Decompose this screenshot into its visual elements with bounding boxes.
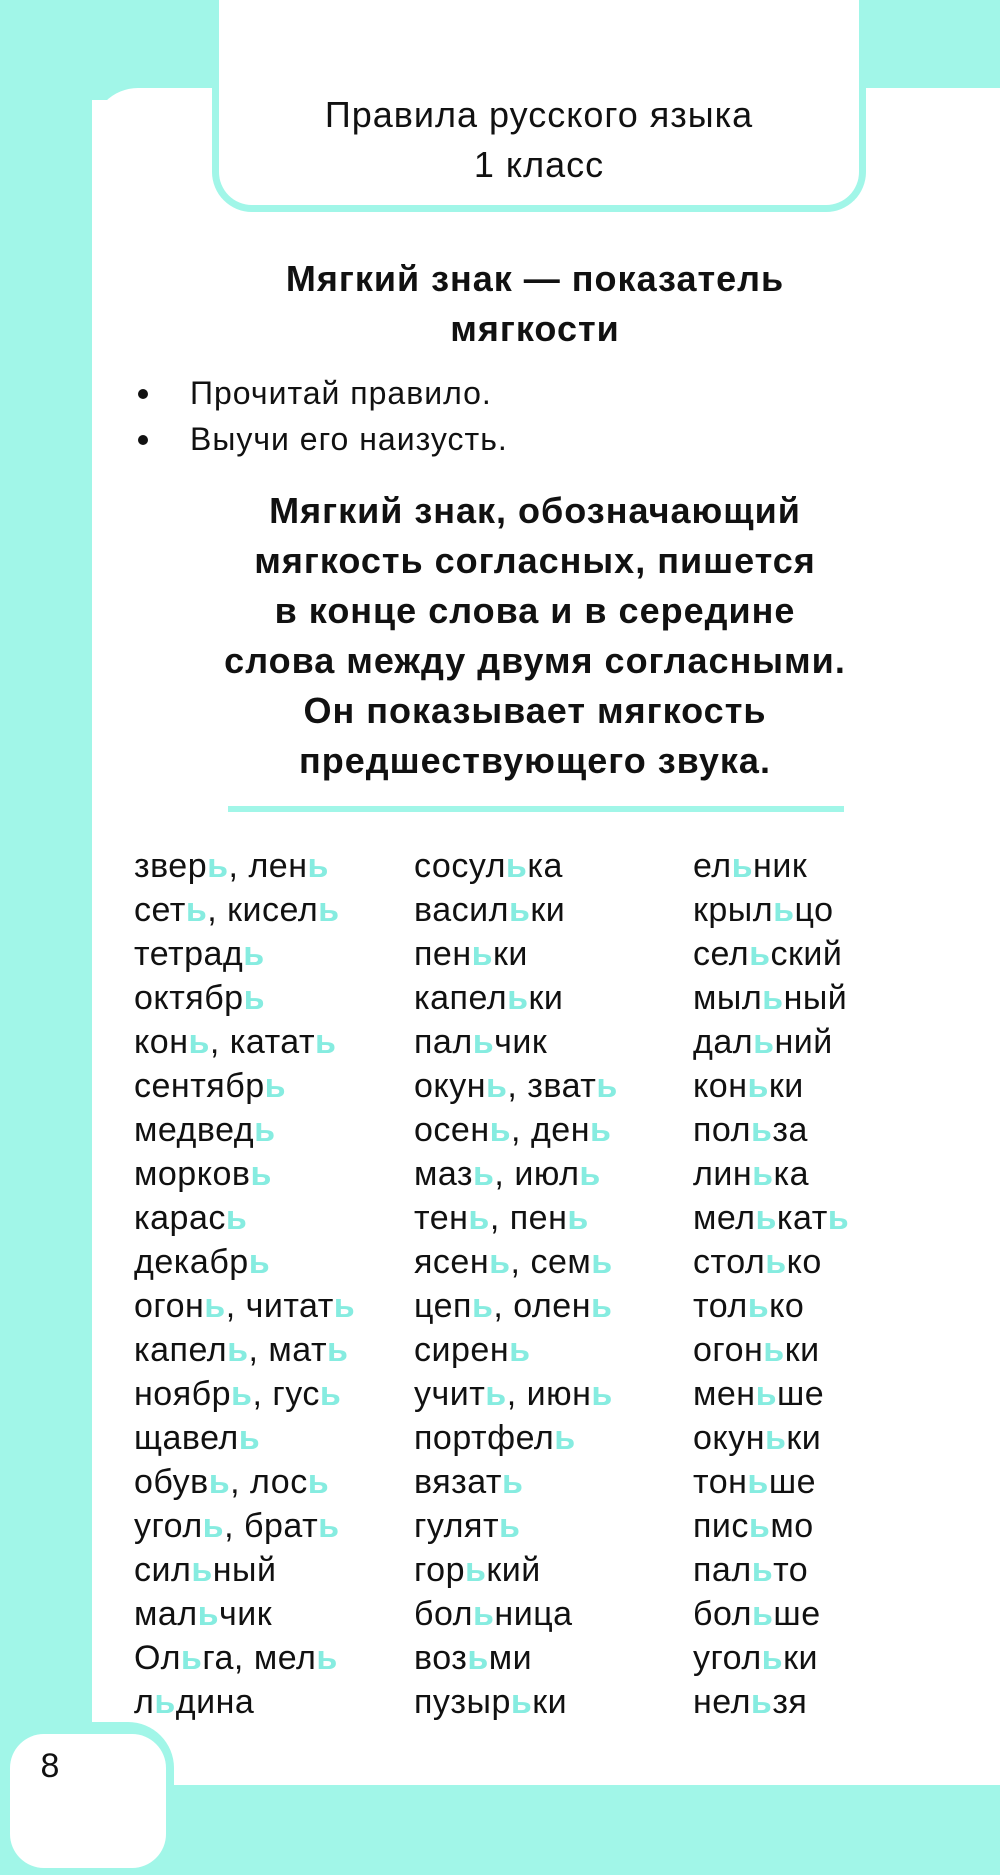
word-entry: польза [693,1111,808,1149]
soft-sign-highlight: ь [185,891,208,929]
word-entry: горький [414,1551,541,1589]
soft-sign-highlight: ь [473,1595,495,1633]
soft-sign-highlight: ь [763,1331,785,1369]
word-entry: портфель [414,1419,576,1457]
word-entry: больше [693,1595,821,1633]
rule-line: Мягкий знак, обозначающий [269,490,801,531]
soft-sign-highlight: ь [250,1155,272,1193]
word-entry: мыльный [693,979,848,1017]
word-entry: дальний [693,1023,833,1061]
word-entry: крыльцо [693,891,834,929]
word-entry: пальто [693,1551,809,1589]
instruction-item: Выучи его наизусть. [130,416,508,462]
word-entry: карась [134,1199,248,1237]
soft-sign-highlight: ь [207,847,229,885]
soft-sign-highlight: ь [591,1243,613,1281]
soft-sign-highlight: ь [225,1199,248,1237]
soft-sign-highlight: ь [485,1067,508,1105]
word-column-2 [414,844,618,1724]
soft-sign-highlight: ь [316,1639,338,1677]
soft-sign-highlight: ь [319,1375,342,1413]
word-entry: окуньки [693,1419,822,1457]
soft-sign-highlight: ь [761,1639,784,1677]
soft-sign-highlight: ь [307,847,329,885]
word-entry: медведь [134,1111,276,1149]
word-entry: октябрь [134,979,265,1017]
soft-sign-highlight: ь [188,1023,210,1061]
soft-sign-highlight: ь [264,1067,287,1105]
soft-sign-highlight: ь [750,1683,773,1721]
soft-sign-highlight: ь [180,1639,203,1677]
soft-sign-highlight: ь [747,1287,770,1325]
word-entry: обувь, лось [134,1463,330,1501]
word-entry: окунь, звать [414,1067,618,1105]
soft-sign-highlight: ь [499,1507,521,1545]
word-entry: линька [693,1155,810,1193]
rule-line: Он показывает мягкость [303,690,767,731]
soft-sign-highlight: ь [254,1111,276,1149]
word-entry: вязать [414,1463,524,1501]
soft-sign-highlight: ь [468,1199,490,1237]
page-number: 8 [40,1747,60,1785]
word-entry: льдина [134,1683,255,1721]
soft-sign-highlight: ь [318,1507,340,1545]
soft-sign-highlight: ь [750,1111,773,1149]
soft-sign-highlight: ь [510,1683,533,1721]
section-title-line-1: Мягкий знак — показатель [285,258,785,299]
soft-sign-highlight: ь [489,1243,511,1281]
word-entry: пузырьки [414,1683,568,1721]
section-title-line-2: мягкости [450,308,620,349]
soft-sign-highlight: ь [197,1595,220,1633]
word-entry: возьми [414,1639,533,1677]
soft-sign-highlight: ь [327,1331,349,1369]
word-entry: нельзя [693,1683,808,1721]
soft-sign-highlight: ь [248,1243,271,1281]
soft-sign-highlight: ь [748,1507,771,1545]
soft-sign-highlight: ь [471,1287,494,1325]
soft-sign-highlight: ь [747,1463,769,1501]
soft-sign-highlight: ь [489,1111,512,1149]
word-entry: капельки [414,979,564,1017]
soft-sign-highlight: ь [589,1111,612,1149]
header-tab [212,0,866,212]
soft-sign-highlight: ь [509,1331,531,1369]
word-entry: декабрь [134,1243,271,1281]
soft-sign-highlight: ь [238,1419,261,1457]
rule-line: мягкость согласных, пишется [254,540,816,581]
word-entry: письмо [693,1507,814,1545]
soft-sign-highlight: ь [591,1375,613,1413]
soft-sign-highlight: ь [596,1067,618,1105]
book-title: Правила русского языка [324,94,754,135]
rule-line: предшествующего звука. [299,740,771,781]
soft-sign-highlight: ь [554,1419,576,1457]
word-entry: меньше [693,1375,825,1413]
soft-sign-highlight: ь [318,891,340,929]
soft-sign-highlight: ь [243,979,265,1017]
soft-sign-highlight: ь [765,1243,787,1281]
word-entry: щавель [134,1419,261,1457]
soft-sign-highlight: ь [204,1287,226,1325]
soft-sign-highlight: ь [773,891,795,929]
soft-sign-highlight: ь [731,847,754,885]
soft-sign-highlight: ь [753,1023,775,1061]
soft-sign-highlight: ь [749,935,771,973]
soft-sign-highlight: ь [755,1199,777,1237]
word-entry: огоньки [693,1331,820,1369]
soft-sign-highlight: ь [752,1595,774,1633]
word-entry: сентябрь [134,1067,287,1105]
word-entry: ясень, семь [414,1243,613,1281]
instruction-item: Прочитай правило. [130,370,508,416]
soft-sign-highlight: ь [508,891,531,929]
word-entry: мальчик [134,1595,273,1633]
word-entry: уголь, брать [134,1507,340,1545]
soft-sign-highlight: ь [751,1551,774,1589]
soft-sign-highlight: ь [473,1155,495,1193]
word-entry: сирень [414,1331,531,1369]
left-margin-background [0,0,92,1875]
soft-sign-highlight: ь [485,1375,507,1413]
section-divider [228,806,844,812]
word-entry: Ольга, мель [134,1639,338,1677]
soft-sign-highlight: ь [467,1639,489,1677]
word-entry: угольки [693,1639,818,1677]
word-entry: тоньше [693,1463,817,1501]
word-entry: сосулька [414,847,563,885]
soft-sign-highlight: ь [755,1375,777,1413]
soft-sign-highlight: ь [501,1463,524,1501]
soft-sign-highlight: ь [579,1155,601,1193]
grade-label: 1 класс [473,144,605,185]
word-column-3 [693,844,849,1724]
word-entry: столько [693,1243,822,1281]
soft-sign-highlight: ь [307,1463,330,1501]
word-entry: огонь, читать [134,1287,356,1325]
word-entry: тень, пень [414,1199,589,1237]
word-entry: морковь [134,1155,272,1193]
soft-sign-highlight: ь [590,1287,613,1325]
word-entry: мазь, июль [414,1155,601,1193]
soft-sign-highlight: ь [315,1023,337,1061]
soft-sign-highlight: ь [505,847,528,885]
soft-sign-highlight: ь [465,1551,487,1589]
word-entry: сильный [134,1551,277,1589]
soft-sign-highlight: ь [231,1375,253,1413]
soft-sign-highlight: ь [827,1199,850,1237]
word-entry: тетрадь [134,935,265,973]
soft-sign-highlight: ь [227,1331,249,1369]
word-entry: сеть, кисель [134,891,340,929]
word-column-1 [134,844,355,1724]
word-entry: васильки [414,891,566,929]
soft-sign-highlight: ь [762,979,784,1017]
soft-sign-highlight: ь [333,1287,356,1325]
word-entry: больница [414,1595,573,1633]
rule-line: в конце слова и в середине [274,590,796,631]
word-entry: ноябрь, гусь [134,1375,342,1413]
word-entry: конь, катать [134,1023,337,1061]
word-entry: сельский [693,935,843,973]
soft-sign-highlight: ь [208,1463,231,1501]
word-entry: только [693,1287,805,1325]
soft-sign-highlight: ь [202,1507,225,1545]
soft-sign-highlight: ь [752,1155,774,1193]
soft-sign-highlight: ь [191,1551,213,1589]
soft-sign-highlight: ь [747,1067,769,1105]
soft-sign-highlight: ь [472,1023,495,1061]
soft-sign-highlight: ь [471,935,494,973]
word-entry: гулять [414,1507,521,1545]
rule-text [150,486,920,786]
word-entry: цепь, олень [414,1287,613,1325]
word-entry: капель, мать [134,1331,349,1369]
instructions-list [130,370,508,462]
word-entry: ельник [693,847,808,885]
word-entry: коньки [693,1067,804,1105]
soft-sign-highlight: ь [243,935,265,973]
word-entry: пальчик [414,1023,548,1061]
soft-sign-highlight: ь [507,979,529,1017]
word-entry: учить, июнь [414,1375,613,1413]
soft-sign-highlight: ь [154,1683,176,1721]
soft-sign-highlight: ь [567,1199,589,1237]
word-entry: осень, день [414,1111,612,1149]
rule-line: слова между двумя согласными. [224,640,846,681]
word-entry: мелькать [693,1199,850,1237]
word-entry: зверь, лень [134,847,329,885]
word-entry: пеньки [414,935,528,973]
soft-sign-highlight: ь [764,1419,787,1457]
